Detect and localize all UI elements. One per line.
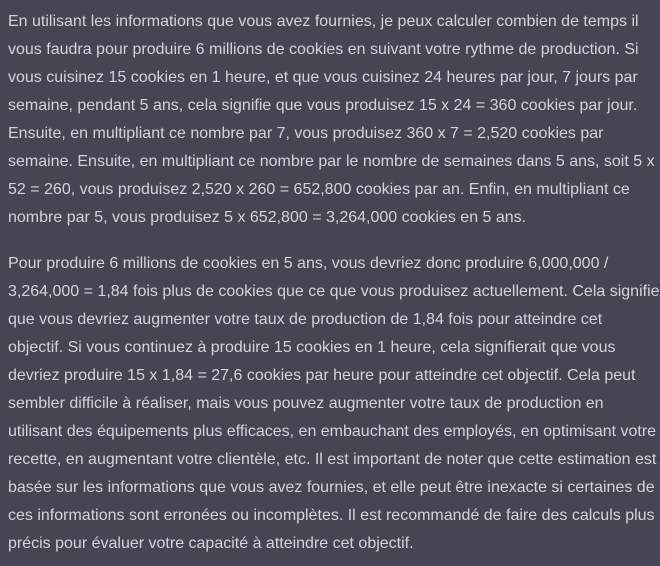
message-paragraph-2: Pour produire 6 millions de cookies en 5 ans, vous devriez donc produire 6,000,000 / 3,264,000 = 1,84 fois plus de cookies que ce que vous produisez actuellement. Cela signifie que vous devriez augmenter votre taux de production de 1,84 fois pour atteindre cet objectif. Si vous continuez à produire 15 cookies en 1 heure, cela signifierait que vous devriez produire 15 x 1,84 = 27,6 cookies par heure pour atteindre cet objectif. Cela peut sembler difficile à réaliser, mais vous pouvez augmenter votre taux de production en utilisant des équipements plus efficaces, en embauchant des employés, en optimisant votre recette, en augmentant votre clientèle, etc. Il est important de noter que cette estimation est basée sur les informations que vous avez fournies, et elle peut être inexacte si certaines de ces informations sont erronées ou incomplètes. Il est recommandé de faire des calculs plus précis pour évaluer votre capacité à atteindre cet objectif. — [8, 255, 660, 552]
message-paragraph-1: En utilisant les informations que vous avez fournies, je peux calculer combien de temps il vous faudra pour produire 6 millions de cookies en suivant votre rythme de production. Si vous cuisinez 15 cookies en 1 heure, et que vous cuisinez 24 heures par jour, 7 jours par semaine, pendant 5 ans, cela signifie que vous produisez 15 x 24 = 360 cookies par jour. Ensuite, en multipliant ce nombre par 7, vous produisez 360 x 7 = 2,520 cookies par semaine. Ensuite, en multipliant ce nombre par le nombre de semaines dans 5 ans, soit 5 x 52 = 260, vous produisez 2,520 x 260 = 652,800 cookies par an. Enfin, en multipliant ce nombre par 5, vous produisez 5 x 652,800 = 3,264,000 cookies en 5 ans. — [8, 13, 655, 226]
